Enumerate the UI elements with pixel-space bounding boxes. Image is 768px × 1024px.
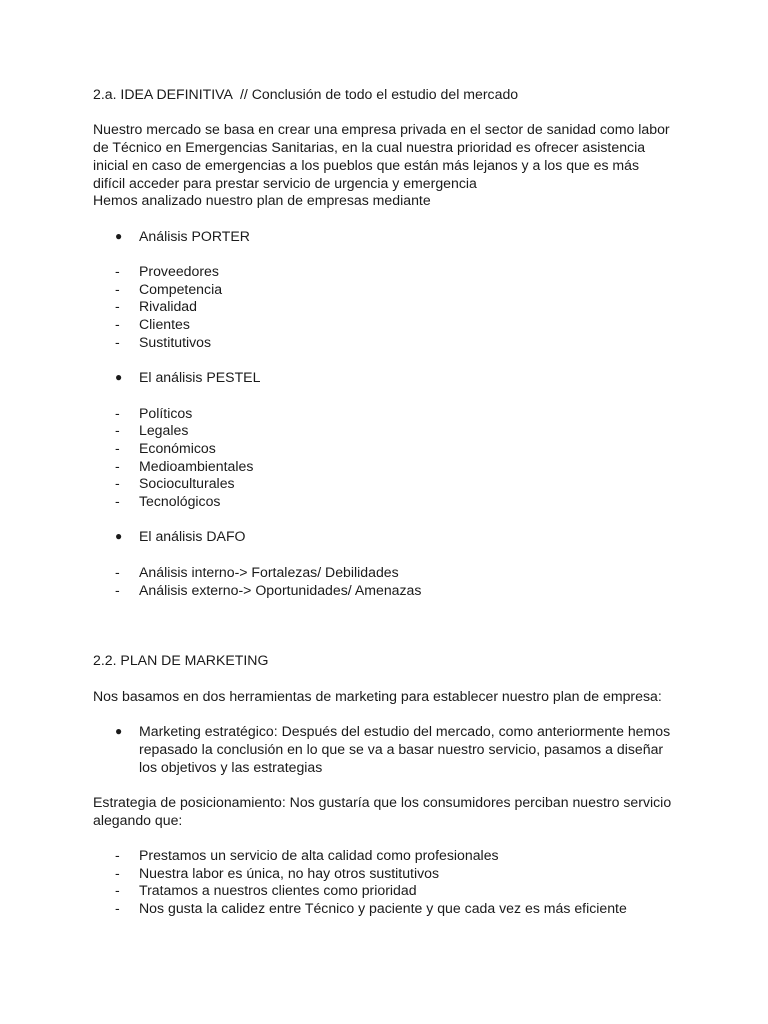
list-item-text: Competencia	[139, 280, 223, 297]
spacer	[93, 104, 693, 122]
list-item-text: Proveedores	[139, 262, 219, 279]
list-item	[93, 493, 693, 511]
dash-icon: -	[115, 439, 120, 456]
bullet-line: los objetivos y las estrategias	[139, 758, 323, 775]
list-item-text: Tratamos a nuestros clientes como prioridad	[139, 882, 417, 899]
list-item-text: Nuestra labor es única, no hay otros sustitutivos	[139, 864, 440, 881]
document-page	[93, 86, 693, 918]
porter-list	[93, 263, 693, 352]
spacer	[93, 617, 693, 635]
dash-icon: -	[115, 563, 120, 580]
list-item	[93, 316, 693, 334]
list-item-text: Sustitutivos	[139, 333, 212, 350]
dash-icon: -	[115, 864, 120, 881]
list-item	[93, 405, 693, 423]
list-item-text: Políticos	[139, 404, 193, 421]
list-item	[93, 882, 693, 900]
list-item-text: Rivalidad	[139, 298, 197, 315]
bullet-item-pestel	[93, 369, 693, 387]
list-item-text: Prestamos un servicio de alta calidad como profesionales	[139, 847, 499, 864]
bullet-icon: ●	[115, 724, 123, 739]
intro-line: Nuestro mercado se basa en crear una empresa privada en el sector de sanidad como labor	[93, 121, 670, 138]
list-item	[93, 475, 693, 493]
intro-line: difícil acceder para prestar servicio de urgencia y emergencia	[93, 174, 477, 191]
list-item-text: Análisis externo-> Oportunidades/ Amenazas	[139, 581, 422, 598]
dafo-list	[93, 564, 693, 599]
bullet-item-porter	[93, 228, 693, 246]
section2-intro: Nos basamos en dos herramientas de marketing para establecer nuestro plan de empresa:	[93, 687, 662, 704]
list-item-text: Tecnológicos	[139, 493, 221, 510]
dash-icon: -	[115, 280, 120, 297]
list-item	[93, 900, 693, 918]
bullet-icon: ●	[115, 529, 123, 544]
spacer	[93, 245, 693, 263]
bullet-icon: ●	[115, 370, 123, 385]
spacer	[93, 546, 693, 564]
list-item	[93, 865, 693, 883]
list-item	[93, 281, 693, 299]
dash-icon: -	[115, 900, 120, 917]
list-item-text: Nos gusta la calidez entre Técnico y paciente y que cada vez es más eficiente	[139, 900, 627, 917]
intro-line: inicial en caso de emergencias a los pueblos que están más lejanos y a los que es más	[93, 156, 640, 173]
dash-icon: -	[115, 422, 120, 439]
bullet-line: repasado la conclusión en lo que se va a basar nuestro servicio, pasamos a diseñar	[139, 740, 664, 757]
spacer	[93, 829, 693, 847]
dash-icon: -	[115, 882, 120, 899]
list-item-text: Económicos	[139, 439, 216, 456]
bullet-icon: ●	[115, 228, 123, 243]
spacer	[93, 776, 693, 794]
dash-icon: -	[115, 475, 120, 492]
spacer	[93, 210, 693, 228]
list-item-text: Legales	[139, 422, 189, 439]
dash-icon: -	[115, 298, 120, 315]
list-item	[93, 847, 693, 865]
dash-icon: -	[115, 404, 120, 421]
dash-icon: -	[115, 457, 120, 474]
dash-icon: -	[115, 493, 120, 510]
bullet-label: El análisis DAFO	[139, 528, 246, 545]
spacer	[93, 511, 693, 529]
dash-icon: -	[115, 333, 120, 350]
dash-icon: -	[115, 581, 120, 598]
spacer	[93, 387, 693, 405]
spacer	[93, 352, 693, 370]
dash-icon: -	[115, 262, 120, 279]
bullet-label: El análisis PESTEL	[139, 369, 261, 386]
list-item-text: Medioambientales	[139, 457, 254, 474]
pestel-list	[93, 405, 693, 511]
section2-heading: 2.2. PLAN DE MARKETING	[93, 652, 269, 669]
positioning-list	[93, 847, 693, 918]
spacer	[93, 599, 693, 617]
dash-icon: -	[115, 847, 120, 864]
intro-line: de Técnico en Emergencias Sanitarias, en la cual nuestra prioridad es ofrecer asistencia	[93, 139, 646, 156]
bullet-item-dafo	[93, 528, 693, 546]
paragraph-line: alegando que:	[93, 811, 183, 828]
bullet-label: Análisis PORTER	[139, 227, 250, 244]
positioning-paragraph	[93, 794, 693, 829]
intro-line: Hemos analizado nuestro plan de empresas mediante	[93, 192, 431, 209]
list-item-text: Análisis interno-> Fortalezas/ Debilidades	[139, 563, 399, 580]
list-item	[93, 334, 693, 352]
spacer	[93, 670, 693, 688]
bullet-item-marketing-estrategico	[93, 723, 693, 776]
paragraph-line: Estrategia de posicionamiento: Nos gustaría que los consumidores perciban nuestro servicio	[93, 793, 672, 810]
dash-icon: -	[115, 316, 120, 333]
list-item	[93, 263, 693, 281]
list-item	[93, 298, 693, 316]
list-item	[93, 422, 693, 440]
list-item	[93, 440, 693, 458]
section1-heading: 2.a. IDEA DEFINITIVA // Conclusión de todo el estudio del mercado	[93, 86, 519, 102]
bullet-line: Marketing estratégico: Después del estudio del mercado, como anteriormente hemos	[139, 723, 671, 740]
list-item	[93, 582, 693, 600]
spacer	[93, 705, 693, 723]
list-item	[93, 564, 693, 582]
spacer	[93, 635, 693, 653]
list-item	[93, 458, 693, 476]
section1-intro	[93, 121, 693, 210]
list-item-text: Socioculturales	[139, 475, 235, 492]
list-item-text: Clientes	[139, 316, 190, 333]
